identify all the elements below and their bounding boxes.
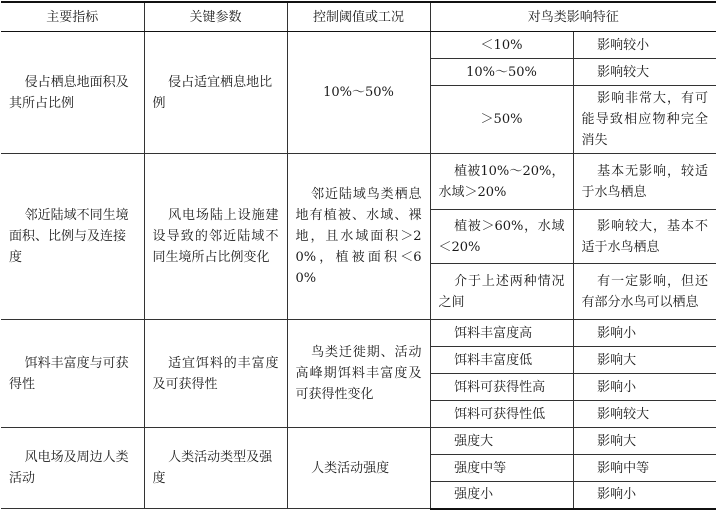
effect-cell: 影响大 [573, 347, 716, 374]
header-indicator: 主要指标 [1, 2, 144, 32]
header-row [1, 2, 716, 32]
condition-cell: 饵料可获得性低 [430, 401, 573, 428]
condition-cell: 10%～50% [430, 59, 573, 86]
effect-cell: 影响小 [573, 320, 716, 347]
effect-cell: 影响小 [573, 482, 716, 509]
condition-cell: 强度中等 [430, 455, 573, 482]
effect-cell: 影响非常大，有可能导致相应物种完全消失 [573, 86, 716, 154]
threshold-cell: 人类活动强度 [287, 428, 430, 509]
param-cell: 人类活动类型及强度 [144, 428, 287, 509]
header-impact: 对鸟类影响特征 [430, 2, 716, 32]
indicator-cell: 邻近陆域不同生境面积、比例与及连接度 [1, 154, 144, 320]
effect-cell: 基本无影响，较适于水鸟栖息 [573, 154, 716, 210]
effect-cell: 影响大 [573, 428, 716, 455]
condition-cell: 强度小 [430, 482, 573, 509]
condition-cell: 饵料可获得性高 [430, 374, 573, 401]
condition-cell: ＞50% [430, 86, 573, 154]
header-param: 关键参数 [144, 2, 287, 32]
effect-cell: 影响较小 [573, 32, 716, 59]
indicator-cell: 风电场及周边人类活动 [1, 428, 144, 509]
effect-cell: 影响较大 [573, 59, 716, 86]
condition-cell: 植被10%～20%，水域＞20% [430, 154, 573, 210]
condition-cell: 植被＞60%，水域＜20% [430, 210, 573, 264]
param-cell: 侵占适宜栖息地比例 [144, 32, 287, 154]
table-row [1, 154, 716, 210]
table-row [1, 320, 716, 347]
effect-cell: 影响较大 [573, 401, 716, 428]
threshold-cell: 10%～50% [287, 32, 430, 154]
condition-cell: ＜10% [430, 32, 573, 59]
condition-cell: 饵料丰富度低 [430, 347, 573, 374]
bird-impact-table [1, 1, 716, 510]
condition-cell: 饵料丰富度高 [430, 320, 573, 347]
header-threshold: 控制阈值或工况 [287, 2, 430, 32]
table-row [1, 428, 716, 455]
table-row [1, 32, 716, 59]
condition-cell: 介于上述两种情况之间 [430, 264, 573, 320]
effect-cell: 影响中等 [573, 455, 716, 482]
indicator-cell: 饵料丰富度与可获得性 [1, 320, 144, 428]
condition-cell: 强度大 [430, 428, 573, 455]
param-cell: 风电场陆上设施建设导致的邻近陆域不同生境所占比例变化 [144, 154, 287, 320]
param-cell: 适宜饵料的丰富度及可获得性 [144, 320, 287, 428]
effect-cell: 影响较大，基本不适于水鸟栖息 [573, 210, 716, 264]
effect-cell: 有一定影响，但还有部分水鸟可以栖息 [573, 264, 716, 320]
effect-cell: 影响小 [573, 374, 716, 401]
threshold-cell: 鸟类迁徙期、活动高峰期饵料丰富度及可获得性变化 [287, 320, 430, 428]
threshold-cell: 邻近陆域鸟类栖息地有植被、水域、裸地，且水域面积＞20%，植被面积＜60% [287, 154, 430, 320]
indicator-cell: 侵占栖息地面积及其所占比例 [1, 32, 144, 154]
